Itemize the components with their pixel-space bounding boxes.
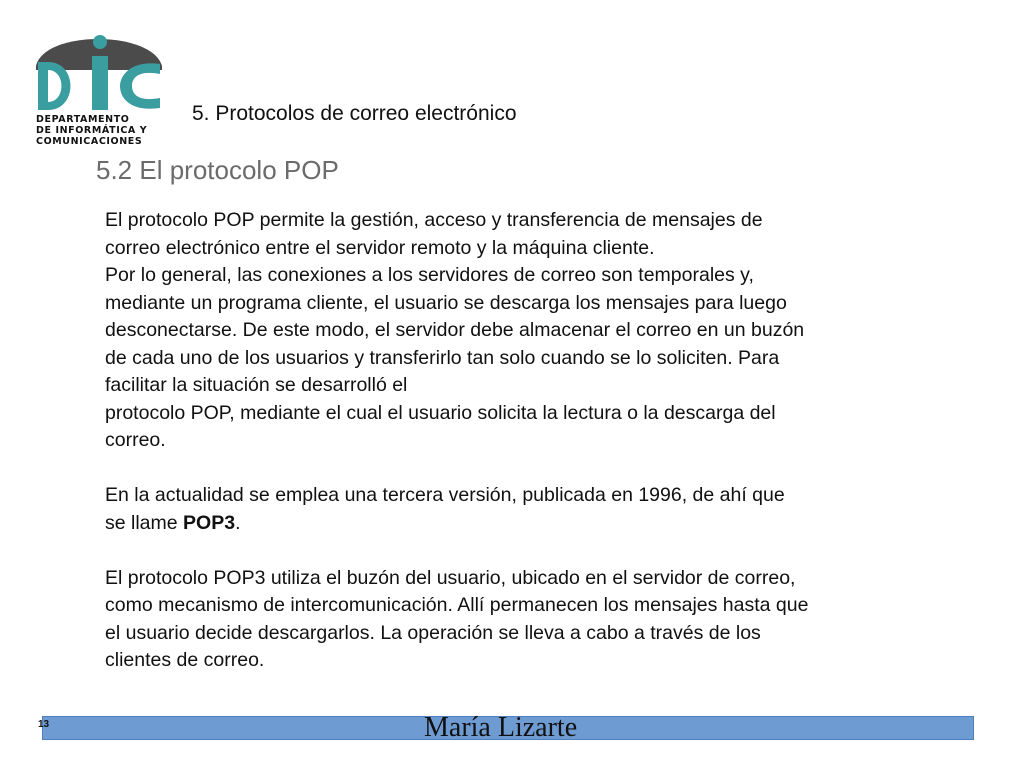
paragraph-gap bbox=[105, 455, 985, 483]
body-line: mediante un programa cliente, el usuario se descarga los mensajes para luego bbox=[105, 291, 787, 314]
slide-body bbox=[105, 207, 985, 675]
page-number: 13 bbox=[38, 719, 50, 730]
body-line: protocolo POP, mediante el cual el usuario solicita la lectura o la descarga del bbox=[105, 401, 776, 424]
body-line: Por lo general, las conexiones a los servidores de correo son temporales y, bbox=[105, 264, 754, 286]
dic-logo-icon bbox=[34, 26, 164, 116]
slide-subheading: 5.2 El protocolo POP bbox=[96, 155, 339, 185]
body-line: facilitar la situación se desarrolló el bbox=[105, 374, 408, 396]
body-line: correo. bbox=[105, 429, 166, 451]
body-text: se llame bbox=[105, 511, 184, 534]
logo-line-2: DE INFORMÁTICA Y bbox=[36, 125, 148, 136]
body-line bbox=[105, 510, 985, 538]
body-line: El protocolo POP permite la gestión, acceso y transferencia de mensajes de bbox=[105, 209, 763, 231]
body-line: de cada uno de los usuarios y transferirlo tan solo cuando se lo soliciten. Para bbox=[105, 346, 780, 369]
logo-line-1: DEPARTAMENTO bbox=[36, 114, 130, 125]
body-line: desconectarse. De este modo, el servidor debe almacenar el correo en un buzón bbox=[105, 319, 805, 341]
body-line: el usuario decide descargarlos. La operación se lleva a cabo a través de los bbox=[105, 621, 761, 644]
logo-text bbox=[36, 114, 166, 147]
body-line: clientes de correo. bbox=[105, 649, 265, 671]
pop3-emphasis: POP3 bbox=[183, 511, 236, 534]
body-line: El protocolo POP3 utiliza el buzón del usuario, ubicado en el servidor de correo, bbox=[105, 566, 796, 589]
body-line: En la actualidad se emplea una tercera versión, publicada en 1996, de ahí que bbox=[105, 484, 785, 506]
body-text: . bbox=[235, 511, 241, 534]
department-logo bbox=[34, 26, 164, 154]
author-name: María Lizarte bbox=[424, 712, 578, 743]
body-line: como mecanismo de intercomunicación. Allí permanecen los mensajes hasta que bbox=[105, 594, 809, 616]
logo-line-3: COMUNICACIONES bbox=[36, 136, 143, 147]
paragraph-gap bbox=[105, 537, 985, 565]
body-line: correo electrónico entre el servidor remoto y la máquina cliente. bbox=[105, 236, 655, 259]
slide-heading: 5. Protocolos de correo electrónico bbox=[192, 102, 517, 125]
